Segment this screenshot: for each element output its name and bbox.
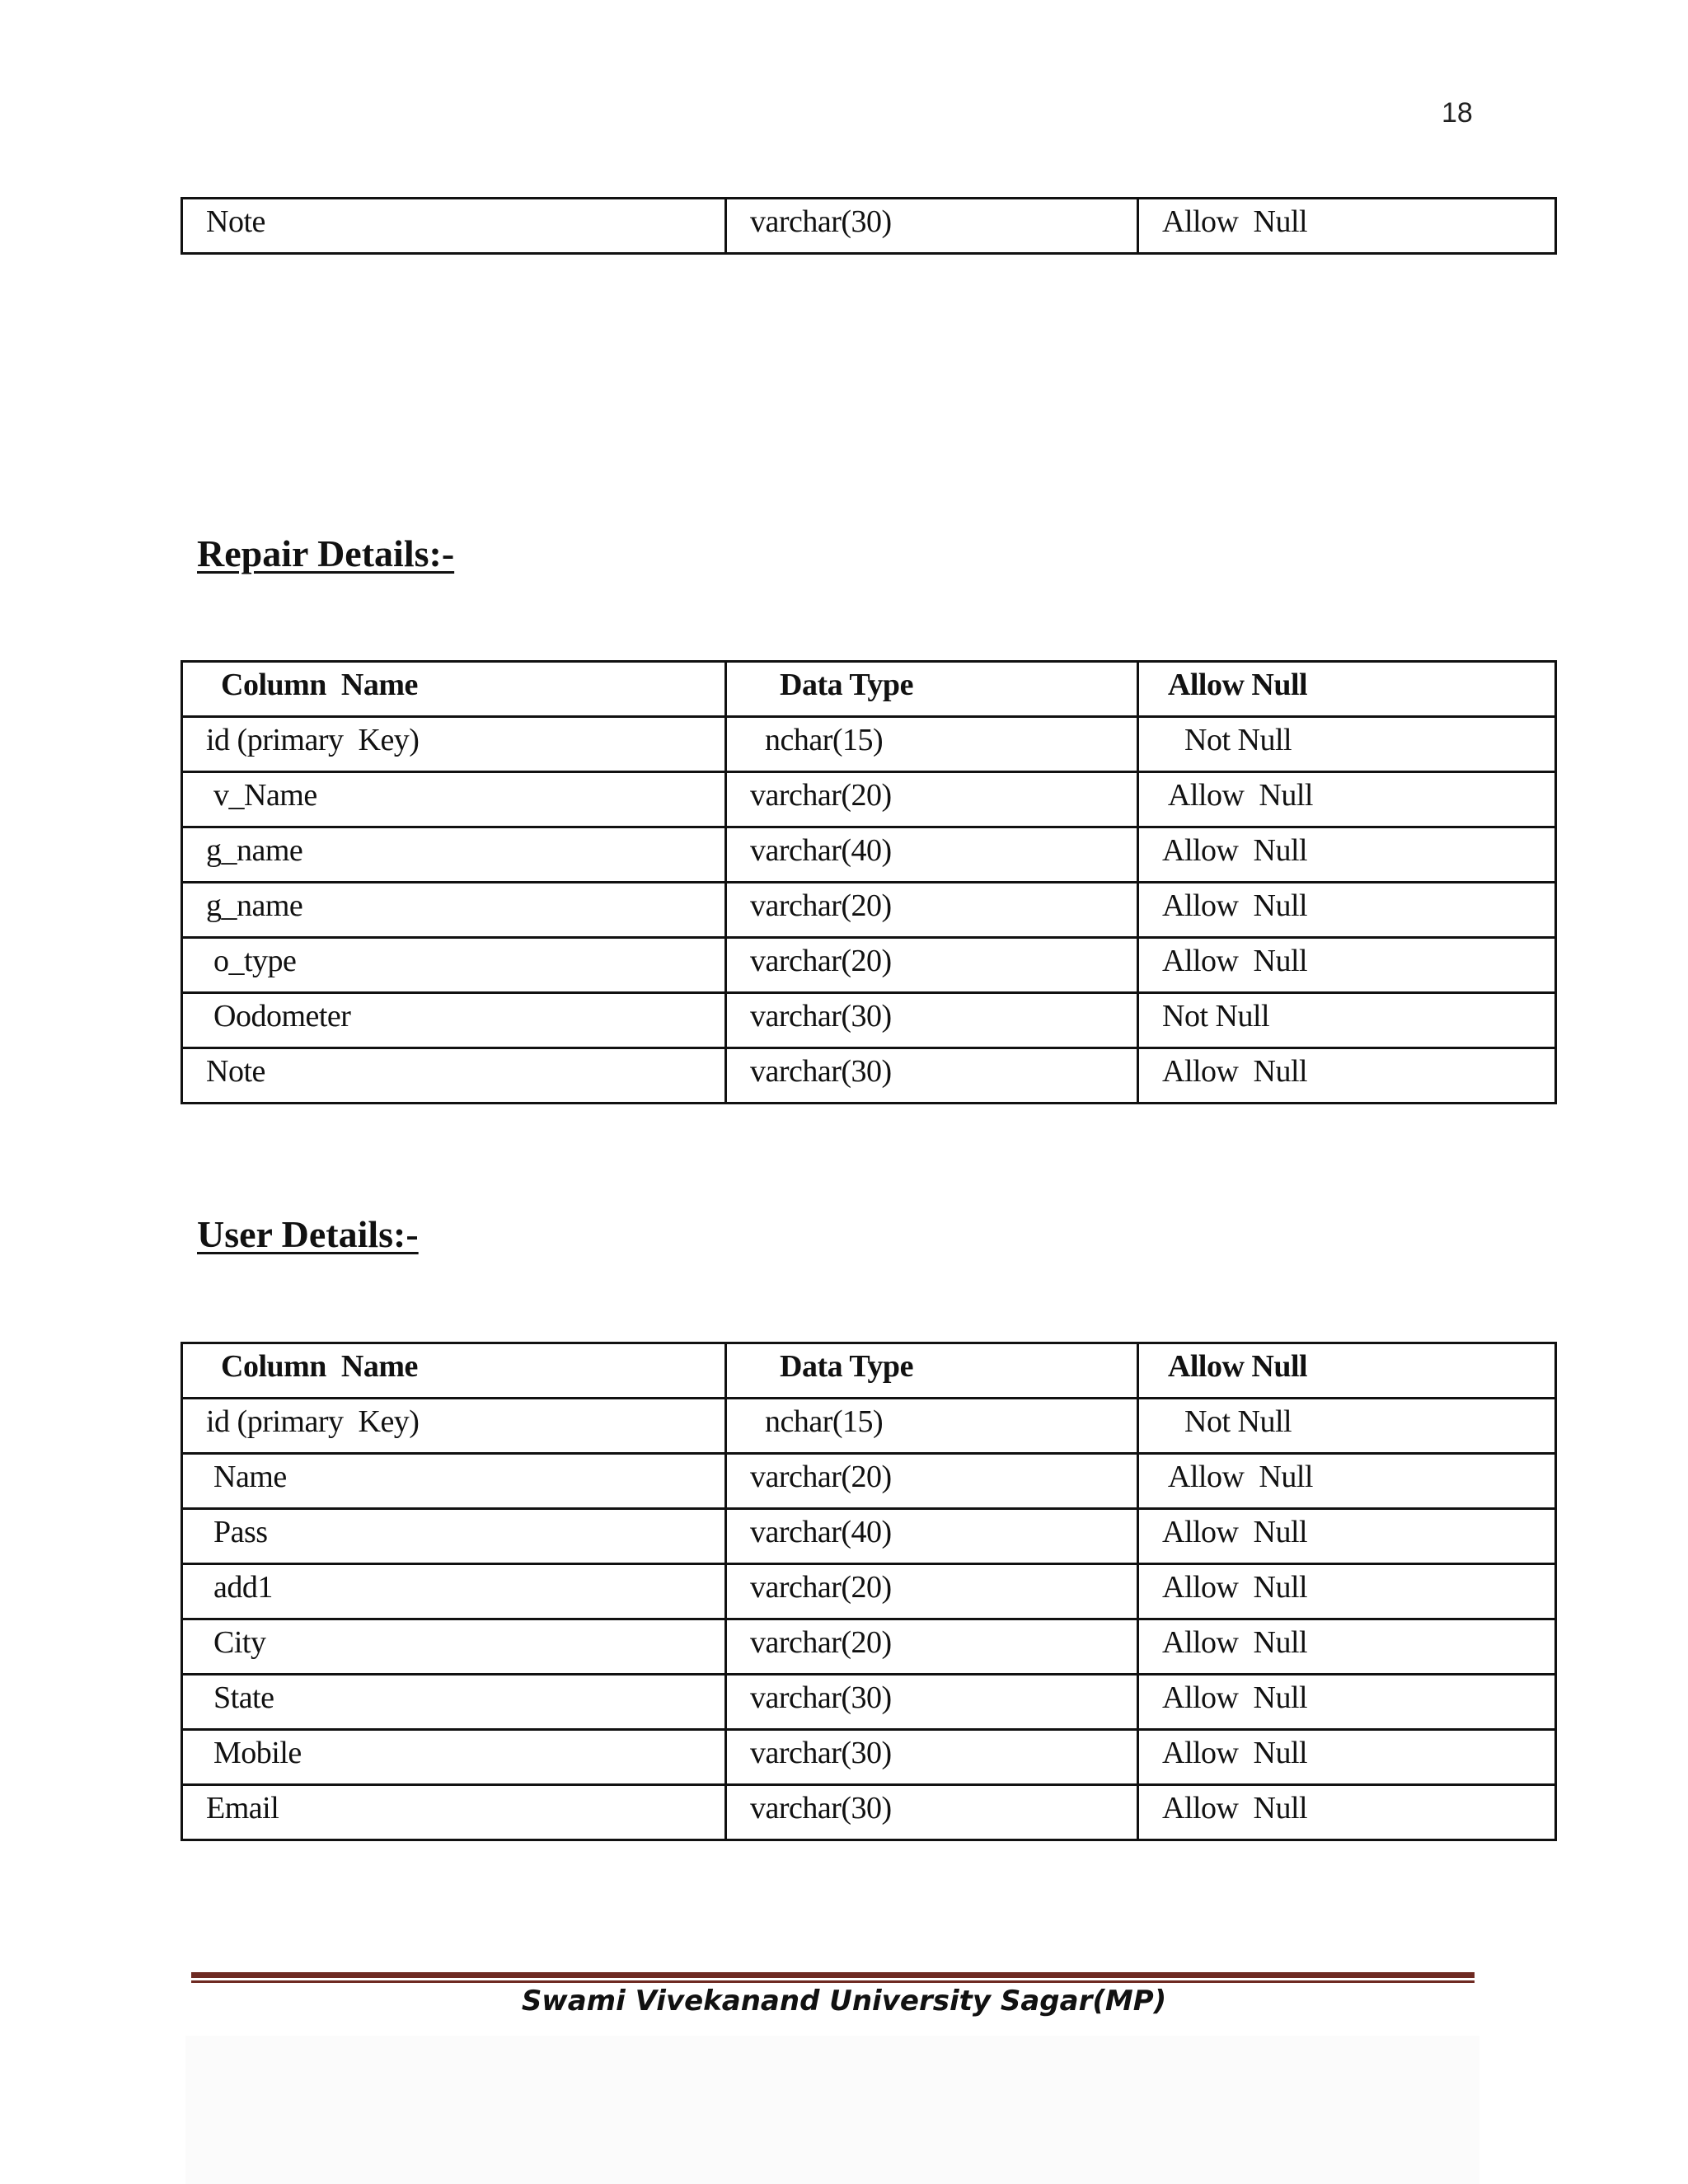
- table-row: [182, 1785, 1556, 1840]
- header-allow-null: Allow Null: [1138, 662, 1556, 717]
- data-type-cell: varchar(20): [726, 772, 1138, 827]
- data-type-cell: varchar(30): [726, 1675, 1138, 1730]
- allow-null-cell: Not Null: [1138, 717, 1556, 772]
- allow-null-cell: Not Null: [1138, 1399, 1556, 1454]
- table-row: [182, 1509, 1556, 1564]
- table-row: [182, 772, 1556, 827]
- footer-background: [185, 2036, 1479, 2184]
- table-row: [182, 1564, 1556, 1619]
- table-row: [182, 827, 1556, 883]
- table-row: [182, 1730, 1556, 1785]
- column-name-cell: o_type: [182, 938, 726, 993]
- allow-null-cell: Allow Null: [1138, 938, 1556, 993]
- column-name-cell: Note: [182, 1048, 726, 1104]
- header-data-type: Data Type: [726, 662, 1138, 717]
- table-row: [182, 993, 1556, 1048]
- table-row: [182, 199, 1556, 254]
- footer-university-name: Swami Vivekanand University Sagar(MP): [521, 1985, 1167, 2018]
- column-name-cell: g_name: [182, 827, 726, 883]
- table-row: [182, 717, 1556, 772]
- allow-null-cell: Allow Null: [1138, 1619, 1556, 1675]
- allow-null-cell: Allow Null: [1138, 1454, 1556, 1509]
- allow-null-cell: Allow Null: [1138, 1509, 1556, 1564]
- data-type-cell: nchar(15): [726, 1399, 1138, 1454]
- column-name-cell: Note: [182, 199, 726, 254]
- data-type-cell: varchar(20): [726, 1619, 1138, 1675]
- column-name-cell: Name: [182, 1454, 726, 1509]
- data-type-cell: varchar(20): [726, 883, 1138, 938]
- data-type-cell: varchar(30): [726, 1785, 1138, 1840]
- allow-null-cell: Allow Null: [1138, 1675, 1556, 1730]
- column-name-cell: Pass: [182, 1509, 726, 1564]
- data-type-cell: varchar(40): [726, 827, 1138, 883]
- header-column-name: Column Name: [182, 1343, 726, 1399]
- data-type-cell: varchar(30): [726, 993, 1138, 1048]
- allow-null-cell: Allow Null: [1138, 199, 1556, 254]
- footer-rule: [191, 1972, 1475, 1978]
- table-row: [182, 1399, 1556, 1454]
- allow-null-cell: Allow Null: [1138, 1785, 1556, 1840]
- column-name-cell: add1: [182, 1564, 726, 1619]
- column-name-cell: id (primary Key): [182, 717, 726, 772]
- table-row: [182, 938, 1556, 993]
- data-type-cell: varchar(40): [726, 1509, 1138, 1564]
- allow-null-cell: Allow Null: [1138, 827, 1556, 883]
- data-type-cell: varchar(30): [726, 199, 1138, 254]
- data-type-cell: varchar(20): [726, 938, 1138, 993]
- page-number: 18: [1442, 97, 1473, 129]
- continued-table: [181, 197, 1557, 255]
- column-name-cell: v_Name: [182, 772, 726, 827]
- allow-null-cell: Allow Null: [1138, 883, 1556, 938]
- header-data-type: Data Type: [726, 1343, 1138, 1399]
- table-row: [182, 1675, 1556, 1730]
- footer-rule-thin: [191, 1980, 1475, 1983]
- table-header-row: [182, 1343, 1556, 1399]
- header-allow-null: Allow Null: [1138, 1343, 1556, 1399]
- column-name-cell: g_name: [182, 883, 726, 938]
- allow-null-cell: Allow Null: [1138, 772, 1556, 827]
- allow-null-cell: Allow Null: [1138, 1730, 1556, 1785]
- column-name-cell: id (primary Key): [182, 1399, 726, 1454]
- data-type-cell: varchar(30): [726, 1730, 1138, 1785]
- column-name-cell: Email: [182, 1785, 726, 1840]
- table-row: [182, 883, 1556, 938]
- column-name-cell: City: [182, 1619, 726, 1675]
- table-row: [182, 1048, 1556, 1104]
- data-type-cell: varchar(30): [726, 1048, 1138, 1104]
- repair-details-heading: Repair Details:-: [197, 532, 455, 574]
- table-row: [182, 1619, 1556, 1675]
- user-details-table: [181, 1342, 1557, 1841]
- allow-null-cell: Not Null: [1138, 993, 1556, 1048]
- data-type-cell: nchar(15): [726, 717, 1138, 772]
- allow-null-cell: Allow Null: [1138, 1048, 1556, 1104]
- repair-details-table: [181, 660, 1557, 1104]
- column-name-cell: Mobile: [182, 1730, 726, 1785]
- column-name-cell: State: [182, 1675, 726, 1730]
- user-details-heading: User Details:-: [197, 1213, 419, 1255]
- table-header-row: [182, 662, 1556, 717]
- data-type-cell: varchar(20): [726, 1454, 1138, 1509]
- header-column-name: Column Name: [182, 662, 726, 717]
- table-row: [182, 1454, 1556, 1509]
- allow-null-cell: Allow Null: [1138, 1564, 1556, 1619]
- data-type-cell: varchar(20): [726, 1564, 1138, 1619]
- column-name-cell: Oodometer: [182, 993, 726, 1048]
